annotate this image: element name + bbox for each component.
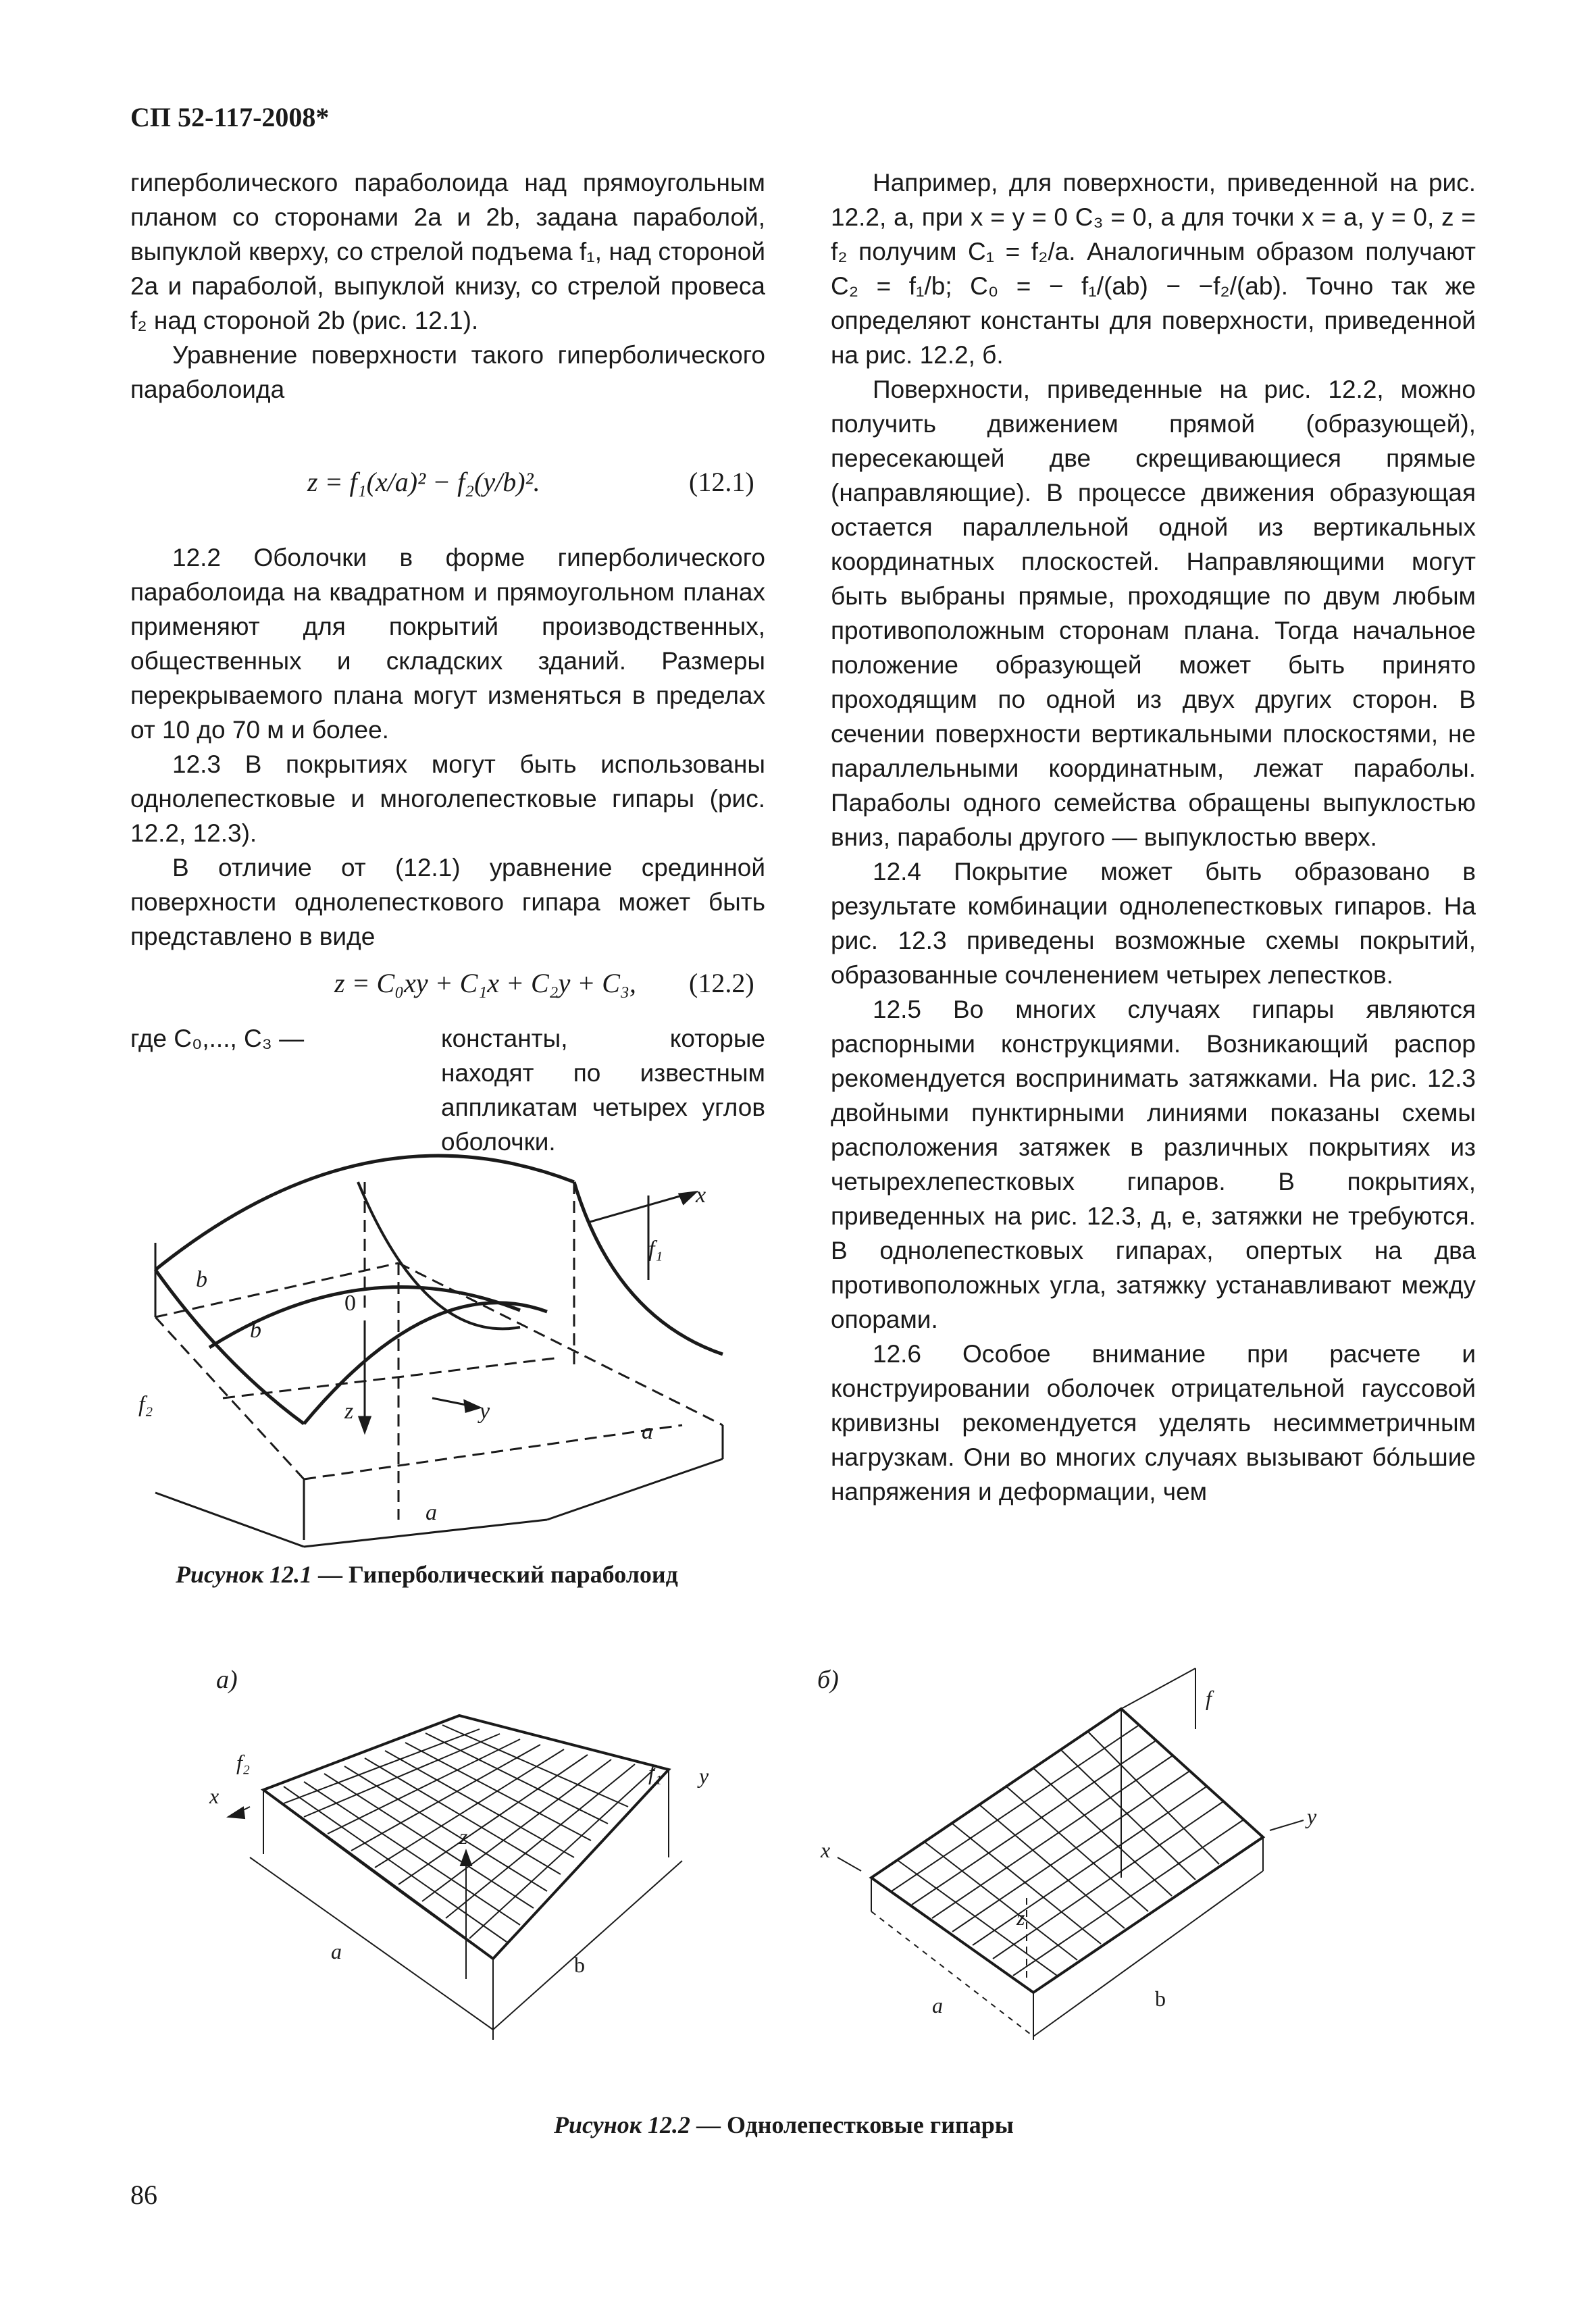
label-z: z <box>1016 1905 1025 1930</box>
paragraph: 12.4 Покрытие может быть образовано в результате комбинации однолепестковых гипаров. На рис. 12.3 приведены возможные схемы покрытий, образованные сочленением четырех лепестков. <box>831 858 1476 989</box>
document-code: СП 52-117-2008* <box>130 102 330 132</box>
label-x: x <box>209 1784 220 1808</box>
where-text: константы, которые находят по известным аппликатам четырех углов оболочки. <box>441 1025 765 1156</box>
paragraph: 12.3 В покрытиях могут быть использованы однолепестковые и многолепестковые гипары (рис. 12.2, 12.3). <box>130 750 765 847</box>
label-f: f <box>1206 1686 1212 1710</box>
caption-number: Рисунок 12.2 <box>554 2111 690 2138</box>
paragraph: 12.2 Оболочки в форме гиперболического параболоида на квадратном и прямоугольном планах применяют для покрытий производственных, общественных и складских зданий. Размеры перекрываемого плана могут изменяться в пределах от 10 до 70 м и более. <box>130 544 765 744</box>
label-a2: a <box>426 1500 437 1525</box>
figure-12-1-caption <box>176 1560 678 1589</box>
label-a1: a <box>642 1419 653 1444</box>
label-z: z <box>459 1824 468 1849</box>
label-a: a <box>932 1993 943 2017</box>
label-a: a <box>331 1939 342 1963</box>
formula-number: (12.2) <box>689 968 754 998</box>
caption-text: — Однолепестковые гипары <box>696 2111 1014 2138</box>
paragraph: 12.5 Во многих случаях гипары являются распорными конструкциями. Возникающий распор рекомендуется воспринимать затяжками. На рис. 12.3 двойными пунктирными линиями показаны схемы расположения затяжек в различных покрытиях из четырехлепестковых гипаров. В покрытиях, приведенных на рис. 12.3, д, е, затяжки не требуются. В однолепестковых гипарах, опертых на два противоположных угла, затяжку устанавливают между опорами. <box>831 996 1476 1333</box>
paragraph: гиперболического параболоида над прямоугольным планом со сторонами 2a и 2b, задана параболой, выпуклой кверху, со стрелой подъема f₁, над стороной 2a и параболой, выпуклой книзу, со стрелой провеса f₂ над стороной 2b (рис. 12.1). <box>130 169 765 334</box>
label-y: y <box>1307 1804 1317 1828</box>
figure-12-1-drawing <box>138 1141 750 1553</box>
label-b: b <box>1155 1986 1166 2011</box>
formula-number: (12.1) <box>689 467 754 497</box>
label-b2: b <box>250 1318 261 1343</box>
label-f1: f₁ <box>648 1760 663 1784</box>
paragraph: В отличие от (12.1) уравнение срединной поверхности однолепесткового гипара может быть представлено в виде <box>130 854 765 950</box>
right-column <box>831 165 1476 1509</box>
paragraph: Уравнение поверхности такого гиперболического параболоида <box>130 341 765 403</box>
figure-12-2a-drawing <box>196 1689 756 2060</box>
where-prefix: где C₀,..., C₃ — <box>130 1025 305 1052</box>
figure-12-2b-drawing <box>804 1655 1344 2074</box>
panel-b-tag: б) <box>817 1666 839 1694</box>
left-column-cont <box>130 540 765 954</box>
caption-text: — Гиперболический параболоид <box>317 1561 678 1588</box>
left-column <box>130 165 765 407</box>
paragraph: 12.6 Особое внимание при расчете и конструировании оболочек отрицательной гауссовой кривизны рекомендуется уделять несимметричным нагрузкам. Они во многих случаях вызывают бо́льшие напряжения и деформации, чем <box>831 1340 1476 1506</box>
label-f1: f₁ <box>648 1237 663 1262</box>
caption-number: Рисунок 12.1 <box>176 1561 312 1588</box>
label-f2: f₂ <box>138 1392 153 1417</box>
formula-12-2: z = C₀xy + C₁x + C₂y + C₃, <box>334 968 636 998</box>
label-y: y <box>480 1399 490 1424</box>
panel-a-tag: а) <box>216 1666 238 1694</box>
label-b: b <box>574 1953 585 1977</box>
label-f2: f₂ <box>236 1750 251 1774</box>
formula-12-1: z = f₁(x/a)² − f₂(y/b)². <box>307 467 540 497</box>
paragraph: Например, для поверхности, приведенной на рис. 12.2, а, при x = y = 0 C₃ = 0, а для точки x = a, y = 0, z = f₂ получим C₁ = f₂/a. Аналогичным образом получают C₂ = f₁/b; C₀ = − f₁/(ab) − −f₂/(ab). Точно так же определяют константы для поверхности, приведенной на рис. 12.2, б. <box>831 169 1476 369</box>
label-z: z <box>344 1399 354 1424</box>
label-x: x <box>696 1183 706 1208</box>
label-x: x <box>821 1838 831 1862</box>
paragraph: Поверхности, приведенные на рис. 12.2, можно получить движением прямой (образующей), пересекающей две скрещивающиеся прямые (направляющие). В процессе движения образующая остается параллельной одной из вертикальных координатных плоскостей. Направляющими могут быть выбраны прямые, проходящие по двум любым противоположным сторонам плана. Тогда начальное положение образующей может быть принято проходящим по одной из двух других сторон. В сечении поверхности вертикальными плоскостями, не параллельными координатным, лежат параболы. Параболы одного семейства обращены выпуклостью вниз, параболы другого — выпуклостью вверх. <box>831 376 1476 851</box>
label-b1: b <box>196 1267 207 1292</box>
label-origin: 0 <box>344 1291 356 1316</box>
page-number: 86 <box>130 2180 157 2210</box>
label-y: y <box>699 1764 709 1788</box>
figure-12-2-caption <box>554 2111 1014 2139</box>
